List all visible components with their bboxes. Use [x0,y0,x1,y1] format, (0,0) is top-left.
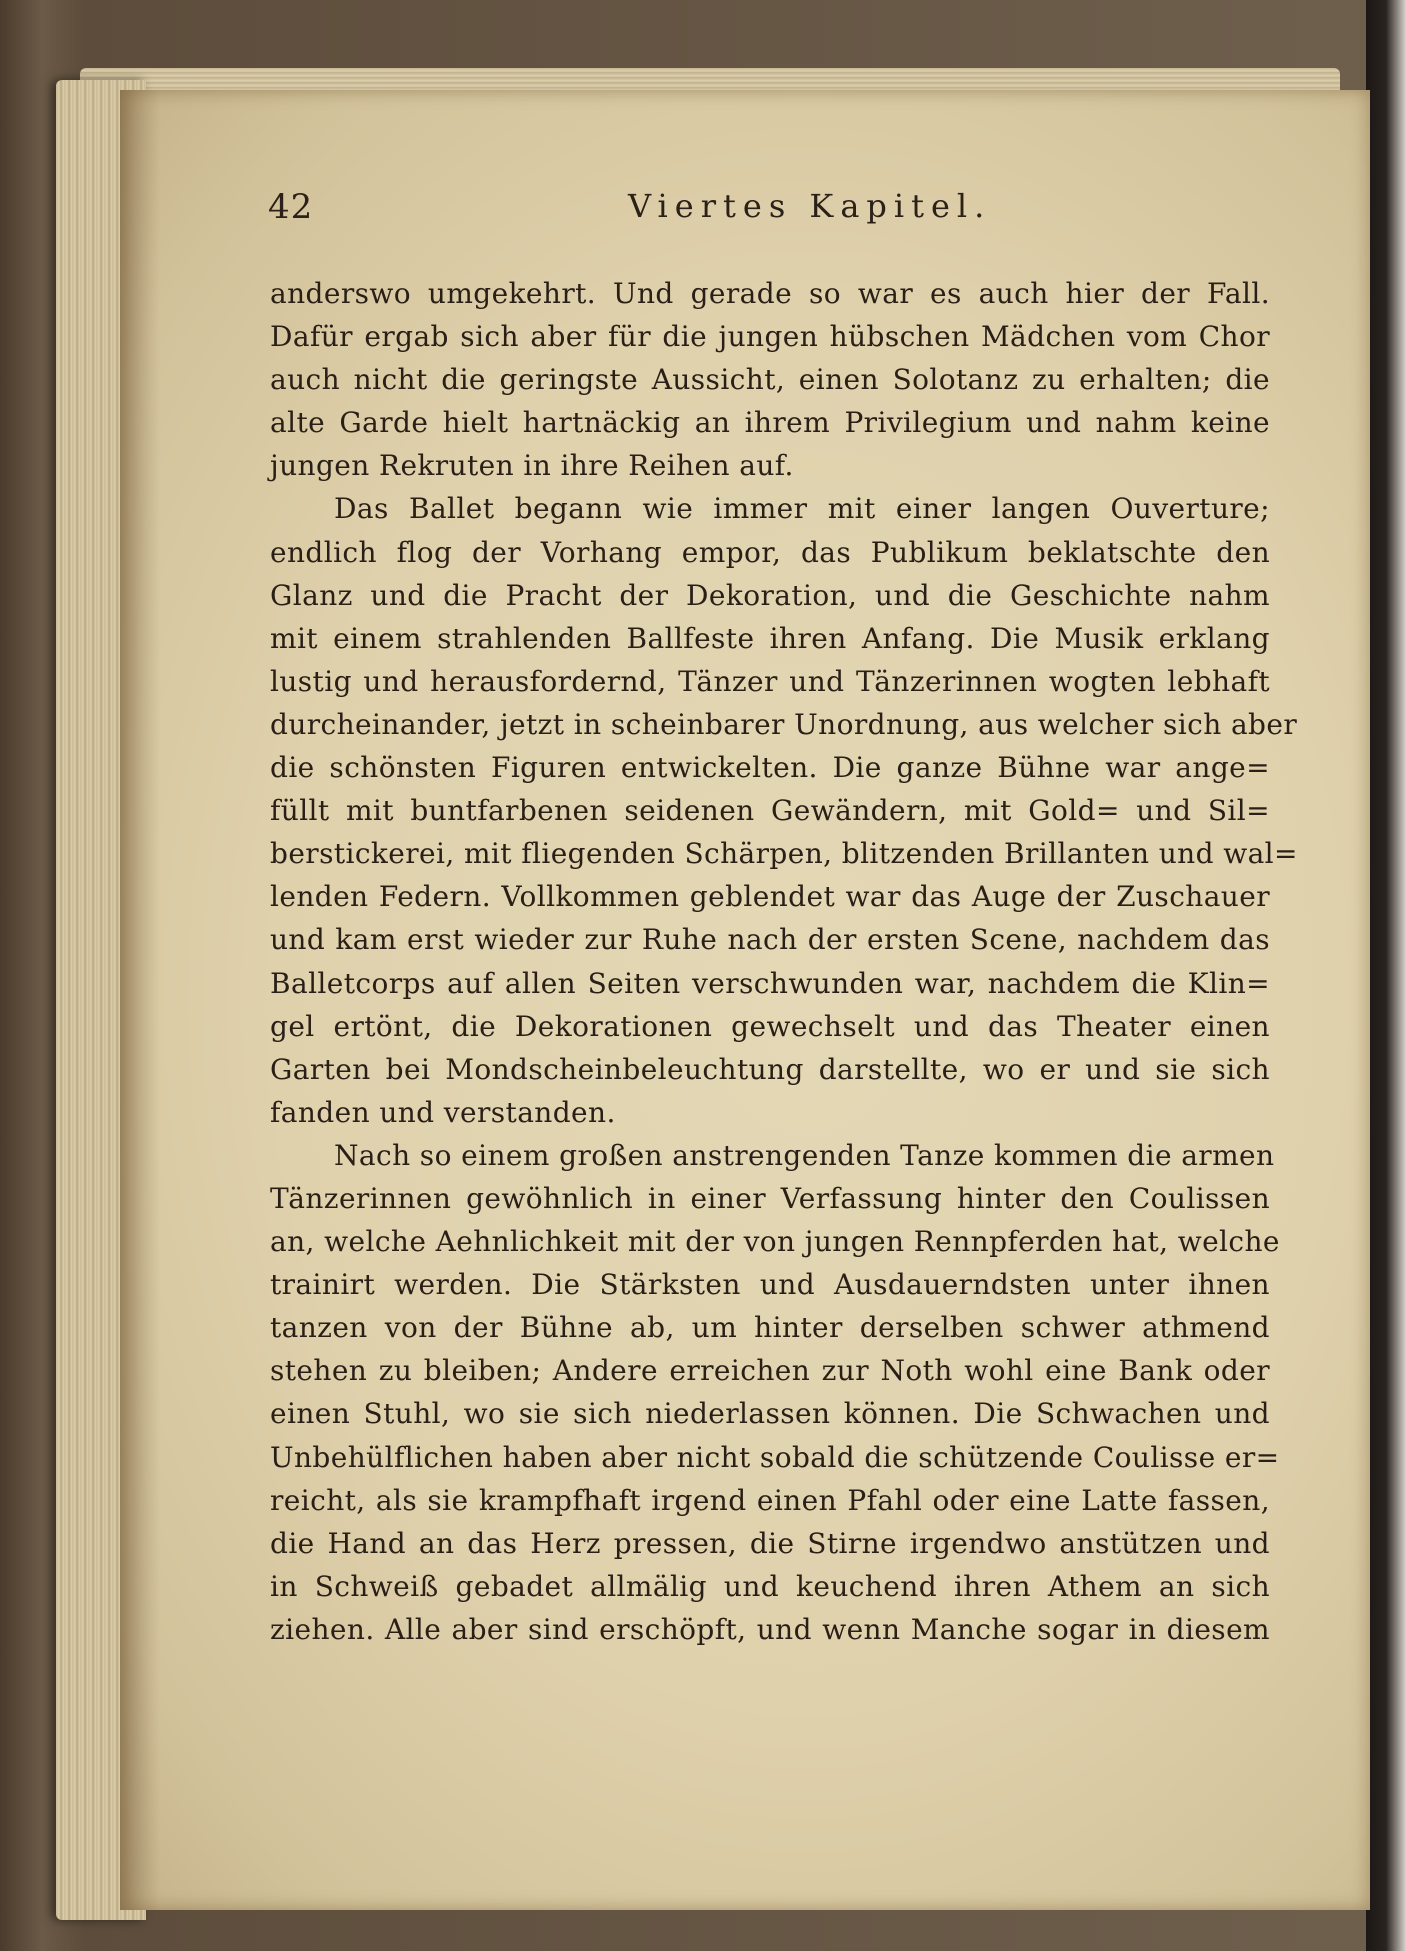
text-line: lenden Federn. Vollkommen geblendet war das Auge der Zuschauer [270,880,1270,914]
text-line: Nach so einem großen anstrengenden Tanze kommen die armen [334,1138,1275,1172]
text-line: durcheinander, jetzt in scheinbarer Unordnung, aus welcher sich aber [270,707,1298,741]
text-line: auch nicht die geringste Aussicht, einen Solotanz zu erhalten; die [270,363,1270,397]
text-line: anderswo umgekehrt. Und gerade so war es auch hier der Fall. [270,277,1270,310]
text-line: Tänzerinnen gewöhnlich in einer Verfassung hinter den Coulissen [270,1181,1270,1215]
text-line: Das Ballet begann wie immer mit einer langen Ouverture; [334,492,1270,526]
text-line: an, welche Aehnlichkeit mit der von jungen Rennpferden hat, welche [270,1225,1280,1259]
text-line: Balletcorps auf allen Seiten verschwunden war, nachdem die Klin= [270,966,1270,1000]
text-line: die Hand an das Herz pressen, die Stirne irgendwo anstützen und [270,1526,1270,1560]
page-header [268,187,1268,231]
text-line: fanden und verstanden. [270,1095,616,1129]
text-line: Unbehülflichen haben aber nicht sobald die schützende Coulisse er= [270,1440,1280,1474]
text-line: die schönsten Figuren entwickelten. Die ganze Bühne war ange= [270,751,1270,785]
text-line: reicht, als sie krampfhaft irgend einen Pfahl oder eine Latte fassen, [270,1483,1270,1517]
text-line: tanzen von der Bühne ab, um hinter derselben schwer athmend [270,1311,1270,1345]
text-line: gel ertönt, die Dekorationen gewechselt und das Theater einen [270,1009,1270,1043]
text-line: berstickerei, mit fliegenden Schärpen, blitzenden Brillanten und wal= [270,837,1298,871]
text-line: füllt mit buntfarbenen seidenen Gewändern, mit Gold= und Sil= [270,794,1270,828]
page-number: 42 [268,187,314,227]
text-line: trainirt werden. Die Stärksten und Ausdauerndsten unter ihnen [270,1268,1270,1302]
text-line: ziehen. Alle aber sind erschöpft, und wenn Manche sogar in diesem [270,1612,1270,1646]
text-line: und kam erst wieder zur Ruhe nach der ersten Scene, nachdem das [270,923,1270,957]
text-line: einen Stuhl, wo sie sich niederlassen können. Die Schwachen und [270,1397,1270,1431]
text-line: Garten bei Mondscheinbeleuchtung darstellte, wo er und sie sich [270,1052,1270,1086]
text-line: alte Garde hielt hartnäckig an ihrem Privilegium und nahm keine [270,406,1270,440]
text-line: lustig und herausfordernd, Tänzer und Tänzerinnen wogten lebhaft [270,664,1270,698]
text-line: jungen Rekruten in ihre Reihen auf. [270,449,794,483]
running-title: Viertes Kapitel. [628,187,992,225]
book-binding-edge [1366,0,1406,1951]
text-line: Dafür ergab sich aber für die jungen hübschen Mädchen vom Chor [270,320,1270,354]
gutter-shadow [120,90,160,1910]
text-line: Glanz und die Pracht der Dekoration, und die Geschichte nahm [270,578,1270,612]
text-line: endlich flog der Vorhang empor, das Publikum beklatschte den [270,535,1270,569]
text-line: in Schweiß gebadet allmälig und keuchend ihren Athem an sich [270,1569,1270,1603]
text-line: mit einem strahlenden Ballfeste ihren Anfang. Die Musik erklang [270,621,1270,655]
body-text [270,272,1298,1651]
text-line: stehen zu bleiben; Andere erreichen zur Noth wohl eine Bank oder [270,1354,1270,1388]
